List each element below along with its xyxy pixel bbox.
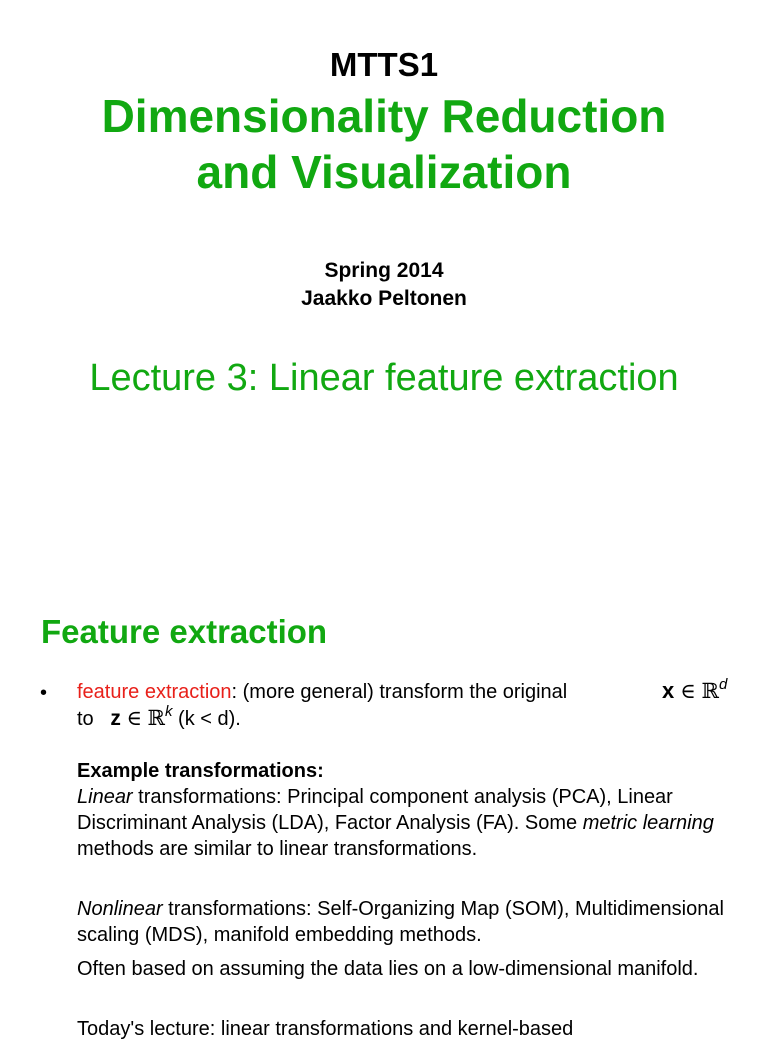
content-slide bbox=[0, 580, 768, 1040]
course-code: MTTS1 bbox=[329, 46, 439, 83]
slide-meta bbox=[0, 257, 768, 313]
bullet-icon: • bbox=[40, 682, 48, 704]
often-paragraph: Often based on assuming the data lies on a low-dimensional manifold. bbox=[77, 958, 699, 980]
math-k-superscript: k bbox=[164, 703, 173, 720]
to-word: to bbox=[77, 708, 94, 730]
math-in-symbol: ∈ bbox=[680, 679, 696, 703]
cut-off-paragraph: Today's lecture: linear transformations and kernel-based bbox=[77, 1018, 574, 1040]
math-real-symbol: ℝ bbox=[701, 679, 719, 703]
section-heading: Feature extraction bbox=[41, 613, 328, 650]
examples-paragraph bbox=[77, 758, 747, 862]
examples-heading: Example transformations: bbox=[77, 760, 324, 782]
nonlinear-paragraph bbox=[77, 896, 747, 948]
lecture-title: Lecture 3: Linear feature extraction bbox=[89, 357, 679, 399]
linear-text bbox=[77, 784, 747, 862]
linear-desc: transformations: Principal component analysis (PCA), Linear Discriminant Analysis (LDA), Factor Analysis (FA). Some bbox=[77, 786, 673, 834]
math-x-in-Rd bbox=[662, 677, 727, 708]
linear-word: Linear bbox=[77, 786, 133, 808]
author-name: Jaakko Peltonen bbox=[301, 287, 467, 310]
bullet-line-1 bbox=[77, 680, 567, 704]
to-tail: (k < d). bbox=[172, 708, 241, 730]
bullet-line-2 bbox=[77, 704, 241, 735]
math-z: z bbox=[110, 707, 121, 730]
math-d-superscript: d bbox=[718, 676, 728, 693]
bullet-text: : (more general) transform the original bbox=[231, 681, 568, 703]
nonlinear-desc: transformations: Self-Organizing Map (SOM), Multidimensional scaling (MDS), manifold embedding methods. bbox=[77, 898, 724, 946]
math-x: x bbox=[662, 678, 675, 703]
title-line-2: and Visualization bbox=[196, 146, 572, 198]
term-label: Spring 2014 bbox=[324, 259, 444, 282]
title-line-1: Dimensionality Reduction bbox=[101, 90, 667, 142]
nonlinear-word: Nonlinear bbox=[77, 898, 163, 920]
key-term: feature extraction bbox=[77, 681, 232, 703]
metric-word: metric learning bbox=[582, 812, 714, 834]
metric-desc: methods are similar to linear transformations. bbox=[77, 838, 478, 860]
slide-title bbox=[0, 88, 768, 200]
math-in-symbol-2: ∈ bbox=[126, 706, 142, 730]
math-real-symbol-2: ℝ bbox=[147, 706, 165, 730]
